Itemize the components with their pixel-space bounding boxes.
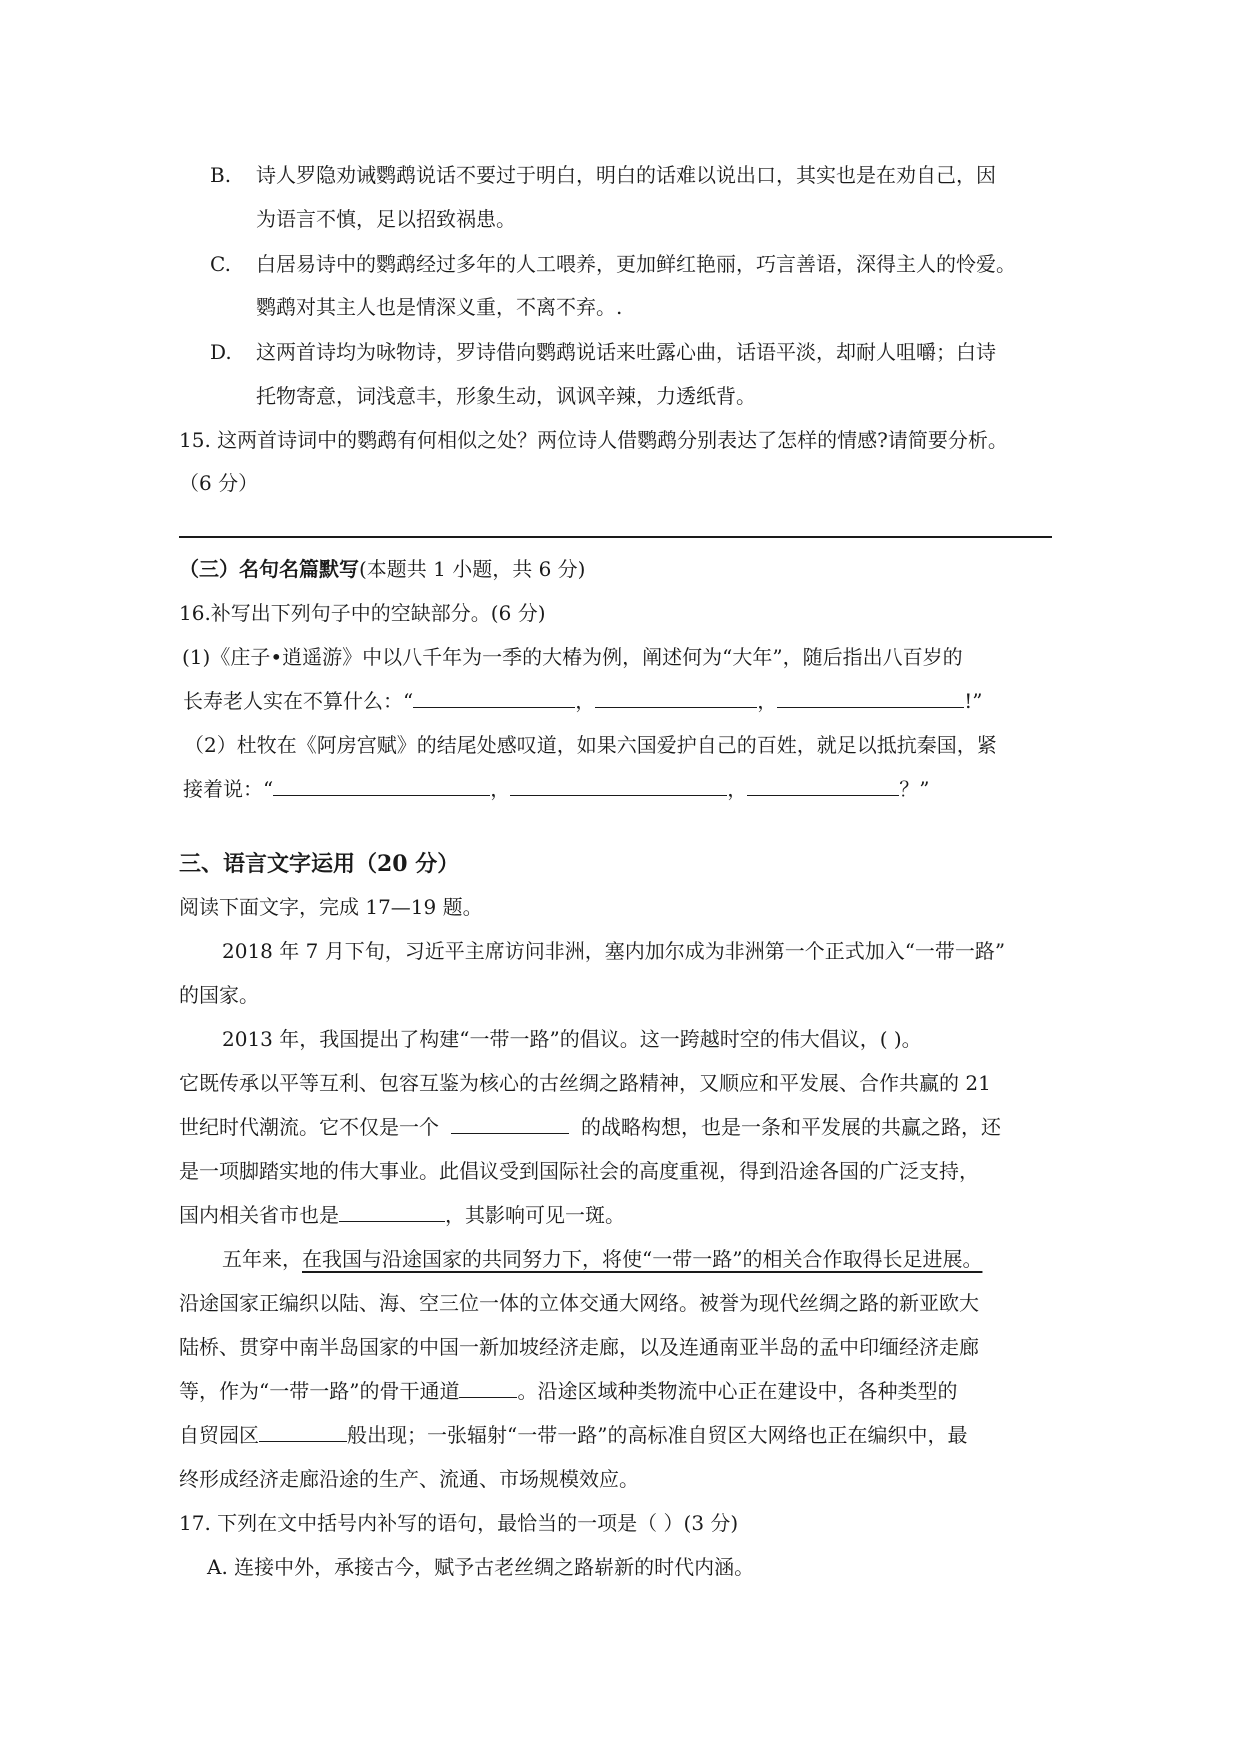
question-16-part2: （2）杜牧在《阿房宫赋》的结尾处感叹道，如果六国爱护自己的百姓，就足以抵抗秦国，紧 [184, 733, 997, 757]
text-segment: ，其影响可见一斑。 [445, 1203, 625, 1227]
paragraph-2-line [179, 1200, 625, 1230]
option-d-line1: 这两首诗均为咏物诗，罗诗借向鹦鹉说话来吐露心曲，话语平淡，却耐人咀嚼；白诗 [256, 340, 996, 364]
paragraph-1-line: 2018 年 7 月下旬，习近平主席访问非洲，塞内加尔成为非洲第一个正式加入“一带一路” [222, 939, 1006, 963]
paragraph-3-line: 陆桥、贯穿中南半岛国家的中国一新加坡经济走廊，以及连通南亚半岛的孟中印缅经济走廊 [179, 1335, 979, 1359]
fill-blank[interactable] [777, 687, 964, 708]
text-segment: 自贸园区 [179, 1423, 259, 1447]
section-note: (本题共 1 小题，共 6 分) [359, 557, 586, 581]
question-16-part1: (1)《庄子•逍遥游》中以八千年为一季的大椿为例，阐述何为“大年”，随后指出八百岁的 [182, 645, 963, 669]
part2-end: ？” [899, 777, 930, 801]
comma: ， [727, 777, 748, 801]
option-b-line1: 诗人罗隐劝诫鹦鹉说话不要过于明白，明白的话难以说出口，其实也是在劝自己，因 [256, 163, 996, 187]
part-title: 三、语言文字运用（20 分） [179, 851, 460, 877]
part1-prefix: 长寿老人实在不算什么：“ [183, 689, 414, 713]
comma: ， [490, 777, 511, 801]
part2-prefix: 接着说：“ [183, 777, 274, 801]
comma: ， [757, 689, 778, 713]
paragraph-2-line: 它既传承以平等互利、包容互鉴为核心的古丝绸之路精神，又顺应和平发展、合作共赢的 21 [179, 1071, 991, 1095]
fill-blank[interactable] [273, 775, 490, 796]
option-c-line2: 鹦鹉对其主人也是情深义重，不离不弃。. [256, 295, 623, 319]
text-segment: 。沿途区域种类物流中心正在建设中，各种类型的 [517, 1379, 958, 1403]
section-heading [179, 554, 585, 584]
paragraph-3-line: 终形成经济走廊沿途的生产、流通、市场规模效应。 [179, 1467, 639, 1491]
paragraph-3-line [222, 1244, 982, 1274]
fill-blank[interactable] [259, 1421, 347, 1442]
option-d-line2: 托物寄意，词浅意丰，形象生动，讽讽辛辣，力透纸背。 [256, 384, 756, 408]
text-segment: 的战略构想，也是一条和平发展的共赢之路，还 [581, 1115, 1001, 1139]
fill-blank[interactable] [747, 775, 899, 796]
text-segment: 等，作为“一带一路”的骨干通道 [179, 1379, 460, 1403]
paragraph-2-line [179, 1112, 1001, 1142]
paragraph-2-line: 2013 年，我国提出了构建“一带一路”的倡议。这一跨越时空的伟大倡议，( )。 [222, 1027, 922, 1051]
paragraph-3-line [179, 1420, 967, 1450]
question-17-option-a: A. 连接中外，承接古今，赋予古老丝绸之路崭新的时代内涵。 [207, 1555, 755, 1579]
paragraph-3-line: 沿途国家正编织以陆、海、空三位一体的立体交通大网络。被誉为现代丝绸之路的新亚欧大 [179, 1291, 979, 1315]
paragraph-2-line: 是一项脚踏实地的伟大事业。此倡议受到国际社会的高度重视，得到沿途各国的广泛支持， [179, 1159, 979, 1183]
reading-intro: 阅读下面文字，完成 17—19 题。 [179, 895, 483, 919]
question-15: 15. 这两首诗词中的鹦鹉有何相似之处？两位诗人借鹦鹉分别表达了怎样的情感?请简要分析。 [179, 428, 1008, 452]
text-segment: 五年来， [222, 1247, 302, 1271]
question-16-part2-blanks [183, 774, 929, 804]
part1-end: !” [964, 689, 983, 713]
text-segment: 般出现；一张辐射“一带一路”的高标准自贸区大网络也正在编织中，最 [347, 1423, 968, 1447]
text-segment: 世纪时代潮流。它不仅是一个 [179, 1115, 439, 1139]
question-16-stem: 16.补写出下列句子中的空缺部分。(6 分) [179, 601, 546, 625]
text-segment: 国内相关省市也是 [179, 1203, 339, 1227]
comma: ， [575, 689, 596, 713]
fill-blank[interactable] [595, 687, 757, 708]
fill-blank[interactable] [339, 1201, 445, 1222]
question-15-score: （6 分） [179, 471, 259, 495]
option-c-line1: 白居易诗中的鹦鹉经过多年的人工喂养，更加鲜红艳丽，巧言善语，深得主人的怜爱。 [256, 252, 1016, 276]
fill-blank[interactable] [510, 775, 727, 796]
fill-blank[interactable] [451, 1113, 569, 1134]
paragraph-3-line [179, 1376, 957, 1406]
paragraph-1-line: 的国家。 [179, 983, 259, 1007]
option-b-line2: 为语言不慎，足以招致祸患。 [256, 207, 516, 231]
option-d-letter: D. [210, 340, 232, 364]
underlined-sentence: 在我国与沿途国家的共同努力下，将使“一带一路”的相关合作取得长足进展。 [302, 1247, 983, 1271]
section-title: （三）名句名篇默写 [179, 557, 359, 581]
answer-line [179, 536, 1052, 538]
option-b-letter: B. [210, 163, 232, 187]
question-16-part1-blanks [183, 686, 983, 716]
option-c-letter: C. [210, 252, 231, 276]
fill-blank[interactable] [413, 687, 575, 708]
question-17-stem: 17. 下列在文中括号内补写的语句，最恰当的一项是（ ）(3 分) [179, 1511, 739, 1535]
fill-blank[interactable] [459, 1377, 517, 1398]
